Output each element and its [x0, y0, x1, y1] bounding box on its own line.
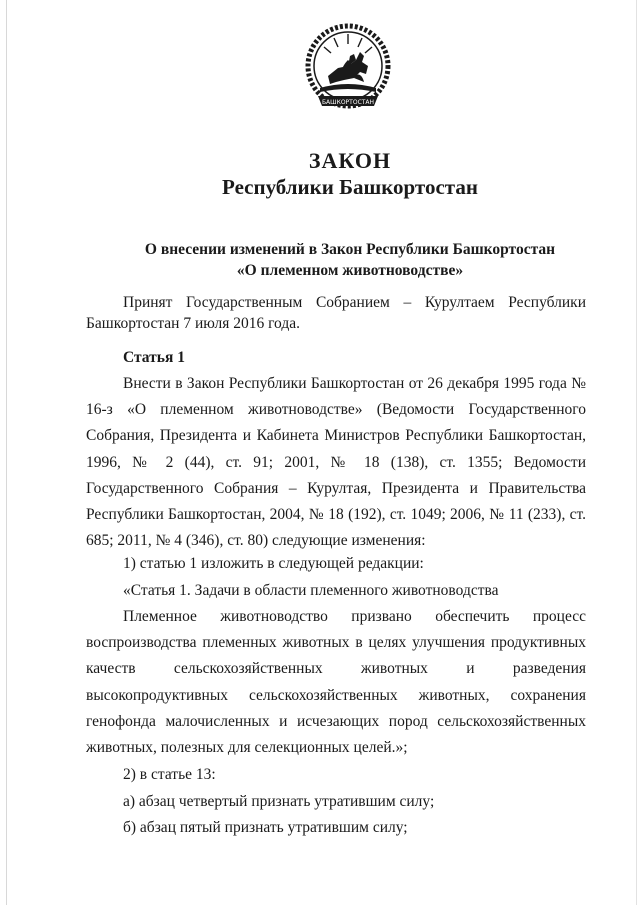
- amendment-item-2b: б) абзац пятый признать утратившим силу;: [123, 819, 408, 836]
- emblem-ribbon-text: БАШКОРТОСТАН: [321, 99, 375, 106]
- amendment-item-2a: а) абзац четвертый признать утратившим силу;: [123, 793, 435, 810]
- amendment-item-1: 1) статью 1 изложить в следующей редакции:: [123, 555, 424, 572]
- quoted-article-body: Племенное животноводство призвано обеспечить процесс воспроизводства племенных животных в целях улучшения продуктивных качеств сельскохозяйственных животных и разведения высокопродуктивных сельскохозяйственных животных, сохранения генофонда малочисленных и исчезающих пород сельскохозяйственных животных, полезных для селекционных целей.»;: [86, 608, 586, 757]
- amendment-item-2: 2) в статье 13:: [123, 766, 216, 783]
- scan-edge-left: [6, 0, 7, 905]
- article-heading: Статья 1: [123, 349, 185, 366]
- scan-edge-right: [636, 0, 637, 905]
- article-intro-paragraph: Внести в Закон Республики Башкортостан от 26 декабря 1995 года № 16-з «О племенном животноводстве» (Ведомости Государственного Собрания, Президента и Кабинета Министров Республики Башкортостан, 1996, № 2 (44), ст. 91; 2001, № 18 (138), ст. 1355; Ведомости Государственного Собрания – Курултая, Президента и Правительства Республики Башкортостан, 2004, № 18 (192), ст. 1049; 2006, № 11 (233), ст. 685; 2011, № 4 (346), ст. 80) следующие изменения:: [86, 375, 586, 550]
- document-title: ЗАКОН: [308, 148, 392, 173]
- quoted-article-heading: «Статья 1. Задачи в области племенного животноводства: [123, 582, 499, 599]
- document-subtitle: Республики Башкортостан: [222, 175, 478, 199]
- coat-of-arms-emblem: [304, 22, 392, 114]
- law-subject-line-1: О внесении изменений в Закон Республики Башкортостан: [144, 241, 556, 258]
- law-subject-line-2: «О племенном животноводстве»: [236, 262, 464, 279]
- adoption-statement: Принят Государственным Собранием – Курултаем Республики Башкортостан 7 июля 2016 года.: [86, 294, 586, 332]
